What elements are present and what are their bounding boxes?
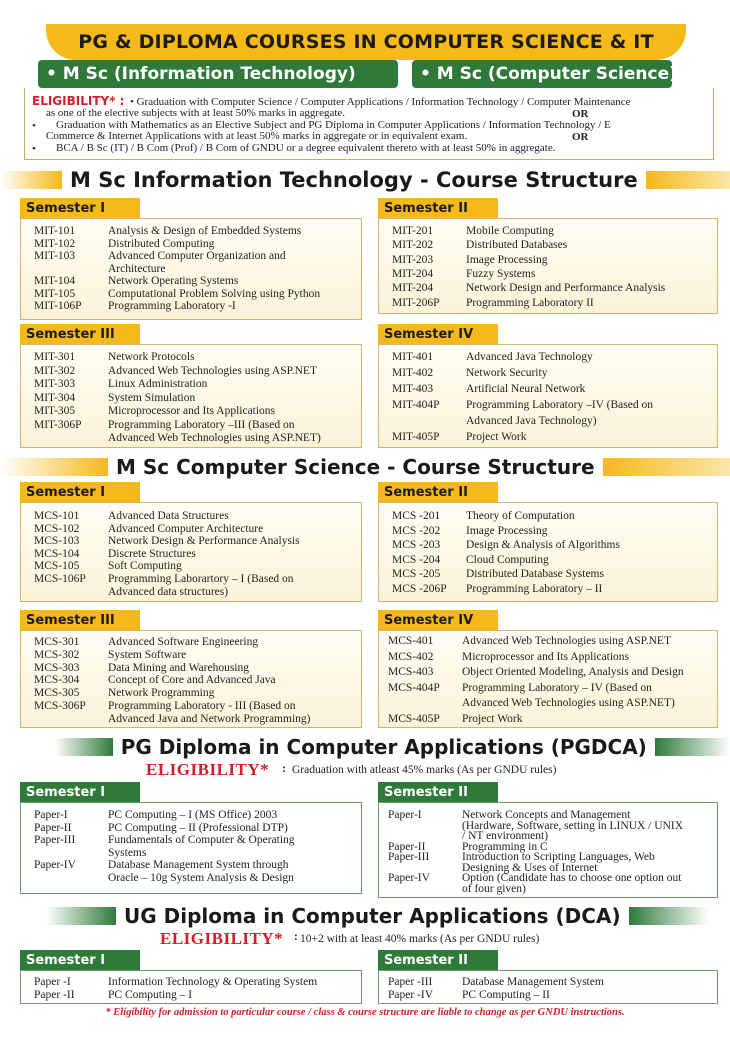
course-code: Paper-III [388,851,430,863]
eligibility-line: BCA / B Sc (IT) / B Com (Prof) / B Com of GNDU or a degree equivalent thereto with at least 50% in aggregate. [56,142,556,154]
course-title: Network Protocols [108,351,195,363]
bullet: • [32,143,36,155]
course-title: Cloud Computing [466,553,549,566]
course-title: Database Management System through [108,859,289,871]
course-code: Paper -IV [388,989,434,1001]
msc-cs-heading [0,455,730,479]
section-title: UG Diploma in Computer Applications (DCA) [124,904,621,928]
course-title: of four given) [462,882,526,895]
course-code: Paper-I [388,809,422,821]
course-title: Network Design & Performance Analysis [108,535,300,548]
or-label: OR [572,131,589,143]
course-title: / NT environment) [462,830,549,842]
semester-label: Semester II [378,198,498,218]
course-code: MCS-303 [34,661,80,674]
course-title: Database Management System [462,976,604,988]
course-title: Artificial Neural Network [466,383,586,395]
course-title: Analysis & Design of Embedded Systems [108,225,302,237]
course-code: MIT-306P [34,418,82,431]
course-code: MIT-201 [392,225,434,237]
course-title: PC Computing – I (MS Office) 2003 [108,809,278,821]
course-code: MIT-403 [392,383,434,395]
course-code: MIT-105 [34,287,76,300]
course-title: Mobile Computing [466,225,554,237]
course-code: MIT-202 [392,239,434,252]
course-title: Advanced Software Engineering [108,636,259,648]
course-title: PC Computing – II (Professional DTP) [108,821,288,834]
heading-bar [55,738,113,756]
course-title: Advanced Web Technologies using ASP.NET [462,635,671,647]
course-title: Network Security [466,367,548,379]
course-title: (Hardware, Software, setting in LINUX / UNIX [462,819,683,832]
course-title: System Simulation [108,391,196,404]
course-title: Project Work [462,712,523,725]
heading-bar [0,171,62,189]
course-title: Architecture [108,262,166,275]
course-title: Designing & Uses of Internet [462,861,598,874]
course-code: MCS-304 [34,674,80,687]
course-title: Advanced Web Technologies using ASP.NET [108,364,317,377]
course-code: MIT-302 [34,364,76,377]
section-title: PG Diploma in Computer Applications (PGDCA) [120,735,647,759]
course-code: MCS -205 [392,568,441,580]
semester-label: Semester II [378,782,498,802]
dca-eligibility-note: 10+2 with at least 40% marks (As per GNDU rules) [300,933,540,945]
bullet: • [32,120,36,132]
course-code: MCS -202 [392,524,441,537]
course-title: Programming Laborartory – I (Based on [108,573,294,585]
course-code: MIT-203 [392,253,434,266]
course-code: MCS-402 [388,650,434,663]
or-label: OR [572,108,589,120]
dca-eligibility-label: ELIGIBILITY* [160,929,284,948]
course-title: Information Technology & Operating System [108,976,318,988]
footnote: * Eligibility for admission to particular course / class & course structure are liable to change as per GNDU instructions. [105,1007,625,1018]
heading-bar [629,907,709,925]
section-title: M Sc Computer Science - Course Structure [116,455,595,479]
course-title: Option (Candidate has to choose one option out [462,872,682,884]
eligibility-line: Graduation with Mathematics as an Elective Subject and PG Diploma in Computer Applications / Information Technology / E [56,119,611,131]
course-title: Soft Computing [108,560,182,573]
pgdca-heading [0,735,730,759]
course-title: Theory of Computation [466,510,575,522]
course-code: Paper-IV [34,859,76,871]
eligibility-title: ELIGIBILITY* : [32,94,125,108]
semester-label: Semester III [20,324,140,344]
course-code: MCS-102 [34,522,80,535]
course-title: PC Computing – II [462,989,550,1001]
course-code: MCS-106P [34,573,86,585]
course-code: Paper -III [388,976,433,988]
course-code: MCS-405P [388,712,440,725]
course-code: MIT-204 [392,282,434,295]
semester-label: Semester I [20,482,140,502]
course-code: MIT-101 [34,225,76,237]
course-title: Object Oriented Modeling, Analysis and Design [462,666,684,678]
course-title: Programming Laboratory - III (Based on [108,700,296,712]
course-title: Advanced Web Technologies using ASP.NET) [462,697,675,709]
course-title: Discrete Structures [108,547,196,560]
section-title: M Sc Information Technology - Course Structure [70,168,638,192]
course-title: Oracle – 10g System Analysis & Design [108,871,294,884]
course-code: MCS-302 [34,648,80,661]
course-code: MCS-104 [34,547,80,560]
heading-bar [655,738,730,756]
course-code: Paper -II [34,989,75,1001]
semester-label: Semester I [20,950,140,970]
course-code: MIT-402 [392,367,434,379]
course-title: Fundamentals of Computer & Operating [108,834,295,846]
course-title: Programming in C [462,840,548,853]
course-title: PC Computing – I [108,989,193,1001]
course-title: Network Programming [108,687,215,700]
course-code: MCS-305 [34,687,80,700]
course-code: MCS-404P [388,681,440,694]
eligibility-line: as one of the elective subjects with at least 50% marks in aggregate. [46,107,346,119]
course-title: Advanced Web Technologies using ASP.NET) [108,432,321,444]
course-title: Concept of Core and Advanced Java [108,674,276,687]
course-code: MCS-306P [34,700,86,712]
course-code: MIT-206P [392,296,440,309]
course-title: Advanced Java Technology) [466,415,597,427]
course-title: Introduction to Scripting Languages, Web [462,851,655,863]
course-title: Project Work [466,431,527,443]
course-code: MIT-102 [34,237,76,250]
course-title: Image Processing [466,524,548,537]
course-title: Microprocessor and Its Applications [108,405,276,417]
course-title: Advanced Data Structures [108,510,229,522]
msc-it-heading [0,168,730,192]
semester-label: Semester IV [378,324,498,344]
course-code: Paper-IV [388,872,430,884]
course-code: MCS-403 [388,666,434,678]
course-title: Programming Laboratory -I [108,300,236,312]
course-code: Paper-II [388,840,426,853]
course-code: MIT-106P [34,300,82,312]
course-code: MCS -204 [392,553,441,566]
course-code: MCS -203 [392,539,441,551]
top-banner [46,24,686,60]
course-title: Programming Laboratory –III (Based on [108,418,295,431]
course-title: Systems [108,846,147,859]
course-title: System Software [108,648,187,661]
course-title: Programming Laboratory – IV (Based on [462,681,652,694]
course-title: Network Design and Performance Analysis [466,282,666,295]
course-code: Paper-I [34,809,68,821]
course-code: Paper-II [34,821,72,834]
course-title: Advanced Computer Architecture [108,522,264,535]
heading-bar [46,907,116,925]
course-title: Design & Analysis of Algorithms [466,539,620,551]
course-title: Programming Laboratory –IV (Based on [466,399,653,411]
course-code: Paper-III [34,834,76,846]
semester-label: Semester I [20,782,140,802]
course-code: MIT-104 [34,275,76,287]
course-code: MCS-401 [388,635,434,647]
course-title: Microprocessor and Its Applications [462,650,630,663]
course-title: Advanced data structures) [108,585,229,598]
course-title: Network Operating Systems [108,275,239,287]
heading-bar [646,171,730,189]
eligibility-line: • Graduation with Computer Science / Computer Applications / Information Technology / Computer Maintenance [130,96,631,108]
course-code: MIT-303 [34,378,76,390]
course-title: Distributed Databases [466,239,568,252]
course-title: Advanced Java Technology [466,351,593,363]
semester-label: Semester III [20,610,140,630]
course-code: MIT-103 [34,250,76,262]
course-code: MCS-105 [34,560,80,573]
dca-heading [0,904,730,928]
pgdca-eligibility-label: ELIGIBILITY* [146,760,270,779]
course-title: Programming Laboratory II [466,296,594,309]
course-code: MIT-404P [392,399,440,411]
course-code: MCS -201 [392,510,441,522]
course-title: Network Concepts and Management [462,809,631,821]
course-code: MIT-401 [392,351,434,363]
page-title: PG & DIPLOMA COURSES IN COMPUTER SCIENCE & IT [78,31,654,53]
course-title: Programming Laboratory – II [466,582,603,595]
semester-label: Semester II [378,482,498,502]
course-title: Computational Problem Solving using Python [108,287,321,300]
course-title: Data Mining and Warehousing [108,661,249,674]
course-title: Distributed Database Systems [466,568,604,580]
course-code: Paper -I [34,976,71,988]
course-title: Advanced Java and Network Programming) [108,712,311,725]
semester-label: Semester II [378,950,498,970]
semester-label: Semester IV [378,610,498,630]
heading-bar [603,458,730,476]
course-code: MCS-103 [34,535,80,548]
course-title: Distributed Computing [108,237,215,250]
course-title: Advanced Computer Organization and [108,250,286,262]
course-title: Image Processing [466,253,548,266]
course-code: MCS-101 [34,510,80,522]
course-code: MCS-301 [34,636,80,648]
course-code: MIT-301 [34,351,76,363]
pill-msc-it: • M Sc (Information Technology) [38,60,398,88]
course-title: Linux Administration [108,378,208,390]
semester-label: Semester I [20,198,140,218]
course-code: MIT-304 [34,391,76,404]
course-code: MIT-204 [392,267,434,280]
eligibility-line: Commerce & Internet Applications with at least 50% marks in aggregate or in equivalent exam. [46,130,468,142]
dca-eligibility-colon: : [294,931,298,943]
course-title: Fuzzy Systems [466,267,536,280]
pill-msc-cs: • M Sc (Computer Science) [412,60,672,88]
heading-bar [0,458,108,476]
pgdca-eligibility-note: Graduation with atleast 45% marks (As per GNDU rules) [292,764,557,776]
course-code: MIT-405P [392,431,440,443]
course-code: MIT-305 [34,405,76,417]
course-code: MCS -206P [392,582,447,595]
pgdca-eligibility-colon: : [282,763,286,775]
